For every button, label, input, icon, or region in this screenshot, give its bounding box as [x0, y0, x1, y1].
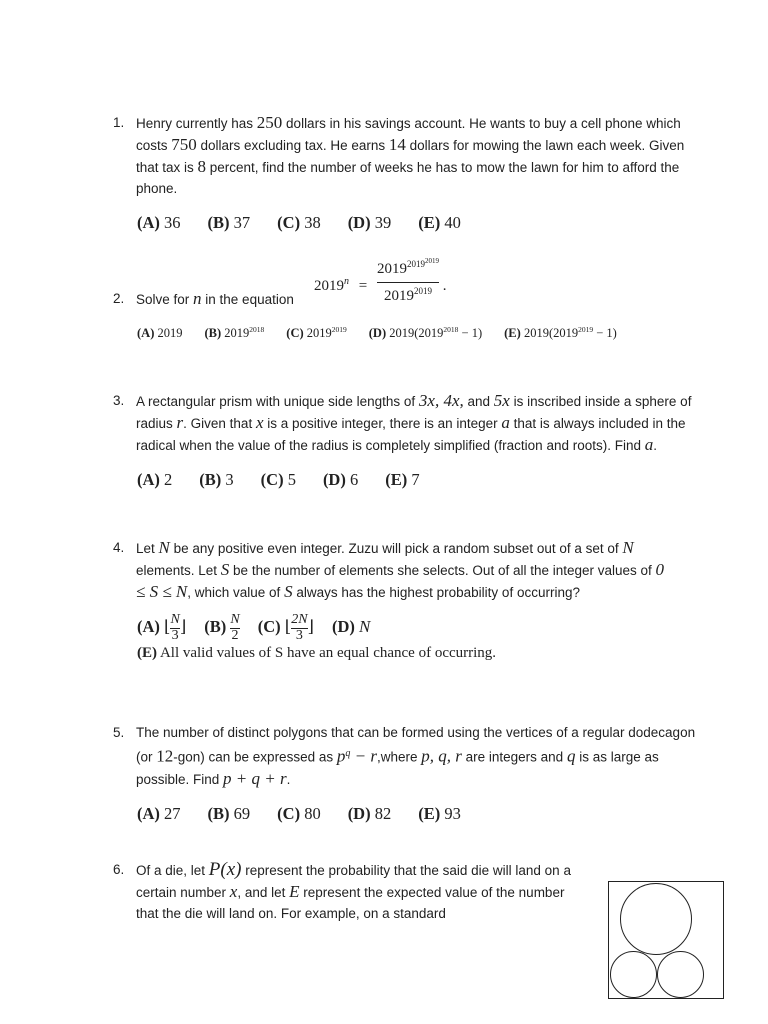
choice-e: (E) All valid values of S have an equal chance of occurring.	[137, 645, 497, 662]
problem-number: 1.	[113, 115, 125, 130]
answer-choices	[137, 213, 713, 233]
choice-b: (B) $\frac{N}{2}$	[204, 612, 240, 643]
problem-number: 4.	[113, 540, 125, 555]
choice-c: (C) 80	[277, 803, 321, 823]
choice-a: (A) 27	[137, 803, 181, 823]
choice-b: (B) 3	[199, 470, 234, 489]
problem-stem: Henry currently has 250 dollars in his savings account. He wants to buy a cell phone which costs 750 dollars excluding tax. He earns 14 dollars for mowing the lawn each week. Given that tax is 8 percent, find the number of weeks he has to mow the lawn for him to afford the phone.	[136, 113, 685, 196]
choice-a: (A) ⌊ $\frac{N}{3}$ ⌋	[137, 612, 187, 643]
choice-c: (C) $2019^{2019}$	[286, 324, 347, 340]
problem-number: 3.	[113, 393, 125, 408]
choice-a: (A) 36	[137, 213, 181, 232]
bottom-left-circle	[610, 951, 657, 998]
problem-stem: Let N be any positive even integer. Zuzu will pick a random subset out of a set of N elements. Let S be the number of elements she selects. Out of all the integer values of 0 ≤ S ≤ N, which value of S always has the highest probability of occurring?	[136, 538, 665, 601]
problem-stem: Solve for n in the equation	[136, 289, 294, 308]
choice-e: (E) 40	[418, 213, 461, 232]
choice-c: (C) ⌊ $\frac{2N}{3}$ ⌋	[257, 612, 314, 643]
choice-d: (D) 6	[322, 470, 359, 489]
problem-5	[113, 722, 713, 824]
choice-b: (B) 37	[207, 213, 251, 232]
choice-e: (E) 93	[418, 803, 461, 823]
problem-3	[113, 390, 713, 490]
choice-d: (D) 82	[347, 803, 392, 823]
problem-number: 6.	[113, 862, 125, 877]
choice-a: (A) 2019	[137, 326, 183, 340]
problem-number: 5.	[113, 725, 125, 740]
problem-4	[113, 537, 713, 662]
problem-stem: Of a die, let P(x) represent the probability that the said die will land on a certain number x, and let E represent the expected value of the number that the die will land on. For example, on a standard	[136, 859, 571, 921]
answer-choices	[137, 613, 713, 662]
answer-choices	[137, 470, 713, 490]
equation: 2019$^n$ = $\frac{2019^{2019^{2019}}}{2019^{2019}}$ .	[314, 257, 447, 304]
choice-d: (D) 39	[347, 213, 392, 232]
choice-c: (C) 5	[260, 470, 296, 489]
problem-2	[113, 288, 713, 342]
problem-stem: A rectangular prism with unique side lengths of 3x, 4x, and 5x is inscribed inside a sphere of radius r. Given that x is a positive integer, there is an integer a that is always included in the radical when the value of the radius is completely simplified (fraction and roots). Find a.	[136, 391, 692, 454]
answer-choices	[137, 322, 713, 342]
choice-a: (A) 2	[137, 470, 173, 489]
bottom-right-circle	[657, 951, 704, 998]
answer-choices	[137, 804, 713, 824]
choice-e: (E) $2019(2019^{2019} - 1)$	[504, 324, 617, 340]
choice-d: (D) N	[331, 616, 371, 636]
choice-b: (B) 69	[207, 803, 251, 823]
choice-e: (E) 7	[385, 470, 420, 489]
choice-d: (D) $2019(2019^{2018} - 1)$	[368, 324, 483, 340]
choice-b: (B) $2019^{2018}$	[204, 324, 265, 340]
problem-stem: The number of distinct polygons that can be formed using the vertices of a regular dodecagon (or 12-gon) can be expressed as $p^q$ − r,where p, q, r are integers and q is as large as possible. Find p + q + r.	[136, 725, 696, 788]
choice-c: (C) 38	[277, 213, 321, 232]
problem-1	[113, 112, 713, 233]
circles-in-square-figure	[608, 881, 724, 999]
top-circle	[620, 883, 692, 955]
problem-number: 2.	[113, 291, 125, 306]
